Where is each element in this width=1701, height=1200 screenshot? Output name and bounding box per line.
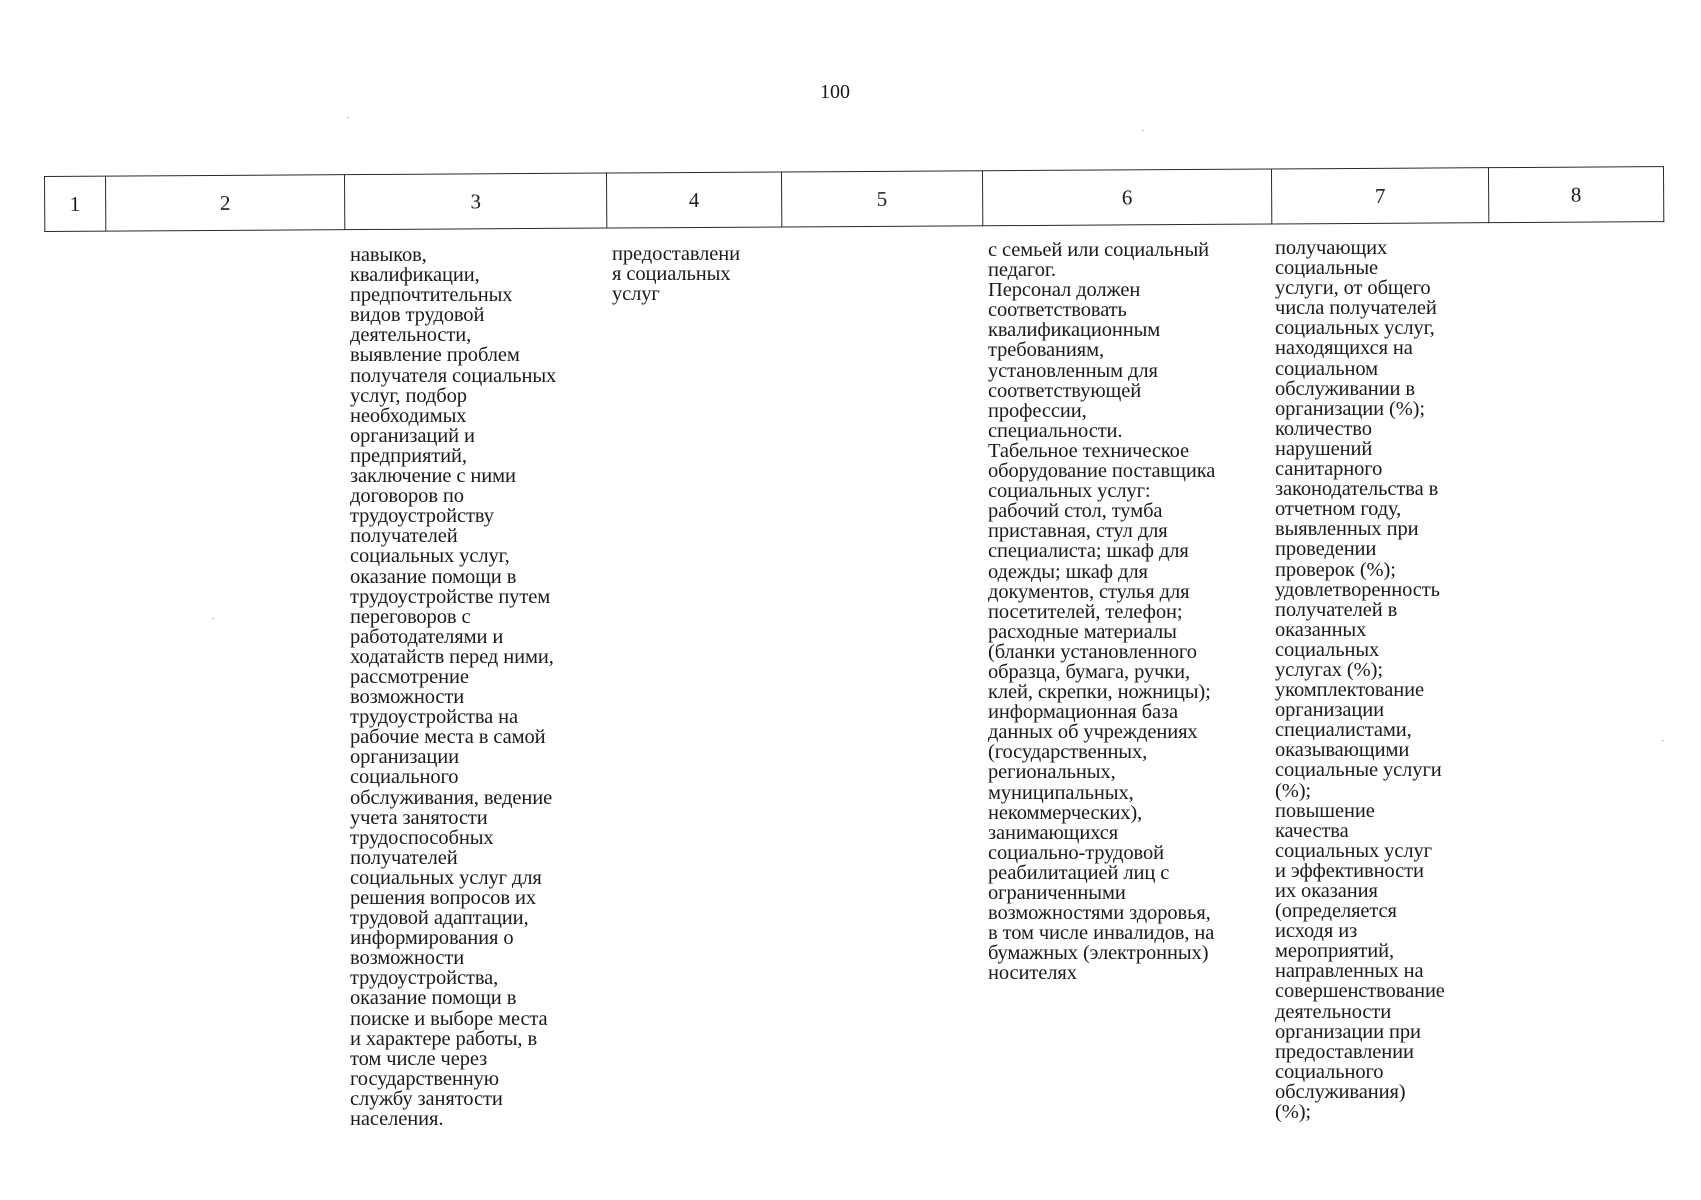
page-number: 100 [820, 81, 850, 103]
cell-column-7: получающих социальные услуги, от общего числа получателей социальных услуг, находящихся на социальном обслуживании в организации (%); количество нарушений санитарного законодательства в отчетном году, выявленных при проведении проверок (%); удовлетворенность получателей в оказанных социальных услугах (%); укомплектование организации специалистами, оказывающими социальные услуги (%); повышение качества социальных услуг и эффективности их оказания (определяется исходя из мероприятий, направленных на совершенствование деятельности организации при предоставлении социального обслуживания) (%); [1275, 237, 1445, 1124]
cell-column-4: предоставлени я социальных услуг [612, 243, 741, 306]
column-header-3: 3 [345, 173, 607, 230]
scan-speck [347, 117, 349, 118]
column-header-6: 6 [982, 169, 1272, 226]
table-header-row [44, 166, 1664, 232]
cell-column-3: навыков, квалификации, предпочтительных видов трудовой деятельности, выявление проблем получателя социальных услуг, подбор необходимых организаций и предприятий, заключение с ними договоров по трудоустройству получателей социальных услуг, оказание помощи в трудоустройстве путем переговоров с работодателями и ходатайств перед ними, рассмотрение возможности трудоустройства на рабочие места в самой организации социального обслуживания, ведение учета занятости трудоспособных получателей социальных услуг для решения вопросов их трудовой адаптации, информирования о возможности трудоустройства, оказание помощи в поиске и выборе места и характере работы, в том числе через государственную службу занятости населения. [350, 244, 557, 1131]
scan-speck [212, 618, 214, 619]
scan-speck [1142, 130, 1144, 131]
column-header-8: 8 [1488, 167, 1663, 223]
column-header-7: 7 [1272, 168, 1489, 224]
column-header-4: 4 [606, 172, 781, 228]
scan-speck [1662, 740, 1664, 741]
column-header-2: 2 [105, 175, 345, 231]
column-header-1: 1 [45, 176, 106, 231]
cell-column-6: с семьей или социальный педагог. Персонал должен соответствовать квалификационным требованиям, установленным для соответствующей профессии, специальности. Табельное техническое оборудование поставщика социальных услуг: рабочий стол, тумба приставная, стул для специалиста; шкаф для одежды; шкаф для документов, стулья для посетителей, телефон; расходные материалы (бланки установленного образца, бумага, ручки, клей, скрепки, ножницы); информационная база данных об учреждениях (государственных, региональных, муниципальных, некоммерческих), занимающихся социально-трудовой реабилитацией лиц с ограниченными возможностями здоровья, в том числе инвалидов, на бумажных (электронных) носителях [988, 239, 1216, 985]
column-header-5: 5 [781, 171, 982, 227]
